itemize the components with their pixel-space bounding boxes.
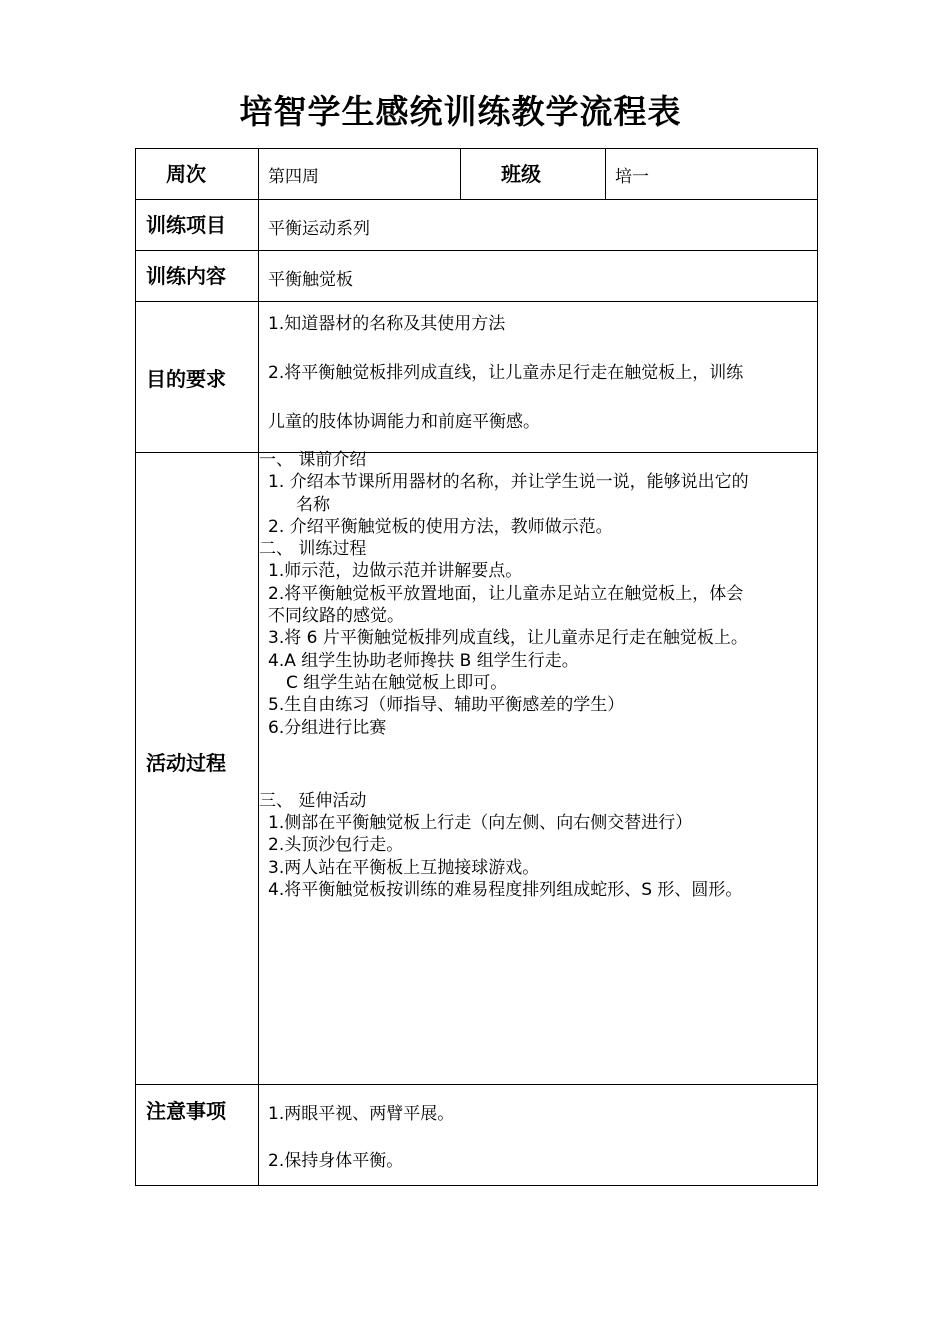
purpose-label-cell <box>136 302 259 453</box>
row-activity <box>136 453 818 1085</box>
list-item: 3.将 6 片平衡触觉板排列成直线，让儿童赤足行走在触觉板上。 <box>268 628 748 649</box>
notes-line-2: 2.保持身体平衡。 <box>268 1151 404 1171</box>
class-value-cell <box>606 149 818 200</box>
page-title: 培智学生感统训练教学流程表 <box>239 92 682 131</box>
row-project <box>136 200 818 251</box>
purpose-label: 目的要求 <box>146 366 226 391</box>
project-label: 训练项目 <box>146 213 226 237</box>
list-item: 4.A 组学生协助老师搀扶 B 组学生行走。 <box>268 650 579 671</box>
notes-line-1: 1.两眼平视、两臂平展。 <box>268 1104 455 1124</box>
week-label-cell <box>136 149 259 200</box>
purpose-line-1: 1.知道器材的名称及其使用方法 <box>268 314 506 334</box>
notes-value-cell <box>259 1085 818 1186</box>
activity-label: 活动过程 <box>146 751 226 775</box>
purpose-line-2: 2.将平衡触觉板排列成直线，让儿童赤足行走在触觉板上，训练 <box>268 363 744 383</box>
list-item: 4.将平衡触觉板按训练的难易程度排列组成蛇形、S 形、圆形。 <box>268 880 743 901</box>
content-label: 训练内容 <box>146 264 226 288</box>
row-notes <box>136 1085 818 1186</box>
list-item: 6.分组进行比赛 <box>268 717 387 738</box>
row-week-class <box>136 149 818 200</box>
class-label-cell <box>461 149 606 200</box>
list-item: 名称 <box>296 494 330 515</box>
list-item: 1.师示范，边做示范并讲解要点。 <box>268 561 523 582</box>
content-value: 平衡触觉板 <box>268 270 353 290</box>
row-purpose <box>136 302 818 453</box>
content-label-cell <box>136 251 259 302</box>
activity-value-cell <box>259 450 818 1085</box>
row-content <box>136 251 818 302</box>
class-value: 培一 <box>615 167 649 187</box>
week-value: 第四周 <box>268 167 319 187</box>
list-item: 2.头顶沙包行走。 <box>268 835 404 856</box>
activity-label-cell <box>136 453 259 1085</box>
list-item: 2. 介绍平衡触觉板的使用方法，教师做示范。 <box>268 516 613 537</box>
project-label-cell <box>136 200 259 251</box>
notes-label: 注意事项 <box>146 1099 226 1123</box>
section-heading: 二、 训练过程 <box>259 539 367 560</box>
section-heading: 三、 延伸活动 <box>259 790 367 811</box>
purpose-value-cell <box>259 302 818 453</box>
list-item: C 组学生站在触觉板上即可。 <box>286 672 508 693</box>
week-label: 周次 <box>166 162 206 186</box>
lesson-plan-table <box>135 148 818 1186</box>
project-value: 平衡运动系列 <box>268 219 370 239</box>
list-item: 2.将平衡触觉板平放置地面，让儿童赤足站立在触觉板上，体会 <box>268 583 744 604</box>
class-label: 班级 <box>501 162 541 186</box>
list-item: 3.两人站在平衡板上互抛接球游戏。 <box>268 857 540 878</box>
purpose-line-3: 儿童的肢体协调能力和前庭平衡感。 <box>268 412 540 432</box>
project-value-cell <box>259 200 818 251</box>
list-item: 5.生自由练习（师指导、辅助平衡感差的学生） <box>268 695 625 716</box>
notes-label-cell <box>136 1085 259 1186</box>
content-value-cell <box>259 251 818 302</box>
week-value-cell <box>259 149 461 200</box>
list-item: 不同纹路的感觉。 <box>268 606 404 627</box>
section-heading: 一、 课前介绍 <box>259 450 367 470</box>
list-item: 1.侧部在平衡触觉板上行走（向左侧、向右侧交替进行） <box>268 813 693 834</box>
list-item: 1. 介绍本节课所用器材的名称，并让学生说一说，能够说出它的 <box>268 472 749 493</box>
